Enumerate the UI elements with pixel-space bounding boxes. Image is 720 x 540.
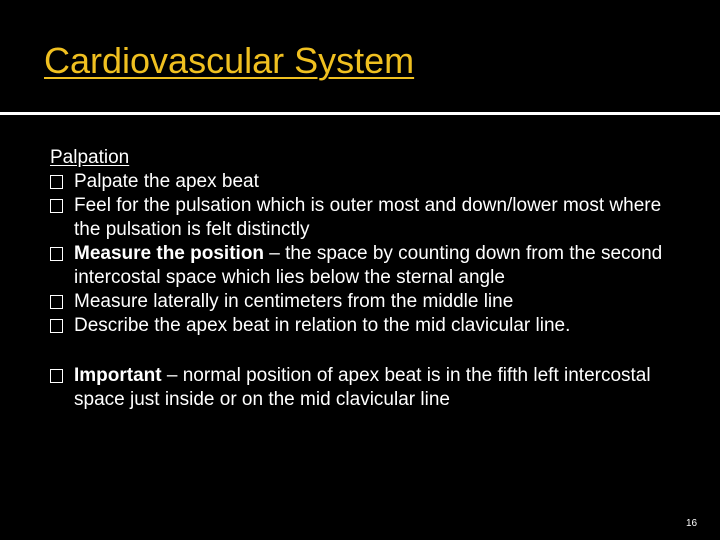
checkbox-square-icon	[50, 319, 63, 333]
important-text: – normal position of apex beat is in the fifth left intercostal space just inside or on the mid clavicular line	[74, 365, 651, 410]
bullet-text: Describe the apex beat in relation to the mid clavicular line.	[74, 315, 571, 336]
checkbox-square-icon	[50, 369, 63, 383]
bullet-text: Feel for the pulsation which is outer most and down/lower most where the pulsation is felt distinctly	[74, 195, 662, 240]
bullet-text: Palpate the apex beat	[74, 171, 259, 192]
spacer	[50, 338, 690, 364]
bullet-bold-text: Measure the position	[74, 243, 265, 264]
checkbox-square-icon	[50, 175, 63, 189]
slide-body	[50, 146, 690, 412]
bullet-text: – the space by counting down from the second intercostal space which lies below the sternal angle	[74, 243, 663, 288]
bullet-text: Measure laterally in centimeters from the middle line	[74, 291, 514, 312]
checkbox-square-icon	[50, 247, 63, 261]
title-divider	[0, 112, 720, 115]
checkbox-square-icon	[50, 199, 63, 213]
bullet-item	[50, 170, 690, 194]
bullet-item-important	[50, 364, 690, 412]
page-number: 16	[686, 518, 698, 529]
section-heading: Palpation	[50, 147, 130, 168]
bullet-item	[50, 290, 690, 314]
checkbox-square-icon	[50, 295, 63, 309]
important-bold-text: Important	[74, 365, 162, 386]
bullet-item	[50, 314, 690, 338]
bullet-item	[50, 242, 690, 290]
slide-title: Cardiovascular System	[44, 40, 415, 81]
bullet-item	[50, 194, 690, 242]
